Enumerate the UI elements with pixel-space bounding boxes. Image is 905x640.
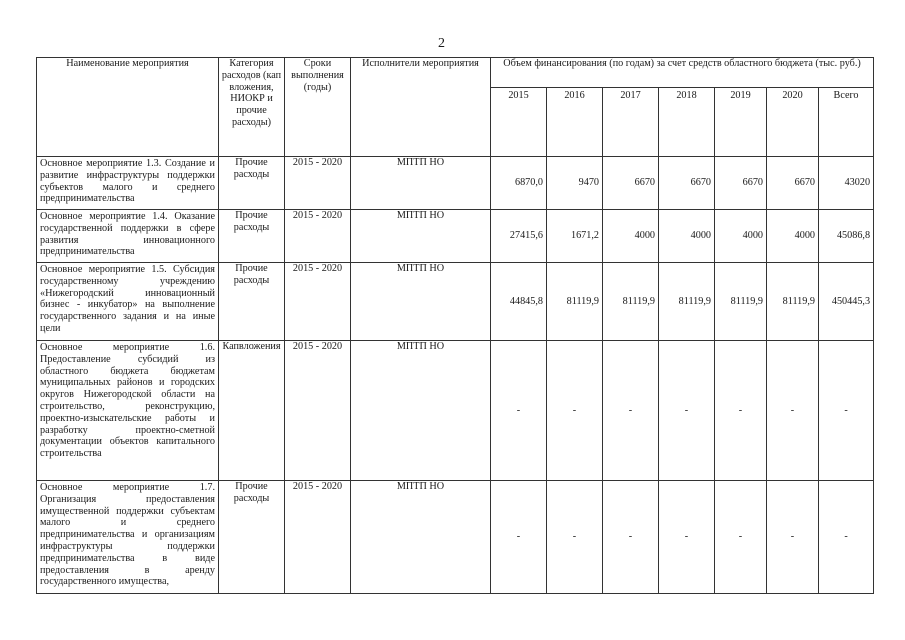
value-total: 45086,8 bbox=[819, 210, 874, 263]
terms: 2015 - 2020 bbox=[285, 481, 351, 594]
executor: МПТП НО bbox=[351, 341, 491, 481]
executor: МПТП НО bbox=[351, 157, 491, 210]
expense-category: Прочие расходы bbox=[219, 263, 285, 341]
value-total: - bbox=[819, 481, 874, 594]
expense-category: Капвложения bbox=[219, 341, 285, 481]
activity-name: Основное мероприятие 1.5. Субсидия государственному учреждению «Нижегородский инновационный бизнес - инкубатор» на выполнение государственного задания и на иные цели bbox=[37, 263, 219, 341]
table-row bbox=[37, 157, 874, 210]
header-year: 2017 bbox=[603, 88, 659, 157]
header-row bbox=[37, 58, 874, 88]
header-executors: Исполнители мероприятия bbox=[351, 58, 491, 157]
header-year: 2018 bbox=[659, 88, 715, 157]
value-2019: 81119,9 bbox=[715, 263, 767, 341]
executor: МПТП НО bbox=[351, 210, 491, 263]
value-2016: - bbox=[547, 341, 603, 481]
expense-category: Прочие расходы bbox=[219, 157, 285, 210]
activity-name: Основное мероприятие 1.4. Оказание государственной поддержки в сфере развития инновационного предпринимательства bbox=[37, 210, 219, 263]
value-2018: 4000 bbox=[659, 210, 715, 263]
table-row bbox=[37, 481, 874, 594]
executor: МПТП НО bbox=[351, 481, 491, 594]
header-year: 2015 bbox=[491, 88, 547, 157]
value-2018: 81119,9 bbox=[659, 263, 715, 341]
value-2016: 1671,2 bbox=[547, 210, 603, 263]
terms: 2015 - 2020 bbox=[285, 157, 351, 210]
value-2020: 4000 bbox=[767, 210, 819, 263]
value-2015: 6870,0 bbox=[491, 157, 547, 210]
value-2019: 6670 bbox=[715, 157, 767, 210]
terms: 2015 - 2020 bbox=[285, 341, 351, 481]
value-2016: 9470 bbox=[547, 157, 603, 210]
value-2015: - bbox=[491, 341, 547, 481]
header-year: 2019 bbox=[715, 88, 767, 157]
value-2017: 81119,9 bbox=[603, 263, 659, 341]
header-funding: Объем финансирования (по годам) за счет средств областного бюджета (тыс. руб.) bbox=[491, 58, 874, 88]
value-2018: - bbox=[659, 481, 715, 594]
header-name: Наименование мероприятия bbox=[37, 58, 219, 157]
value-2019: - bbox=[715, 481, 767, 594]
header-category: Категория расходов (кап вложения, НИОКР и прочие расходы) bbox=[219, 58, 285, 157]
value-2017: 4000 bbox=[603, 210, 659, 263]
value-2020: - bbox=[767, 341, 819, 481]
value-2016: - bbox=[547, 481, 603, 594]
value-2015: 44845,8 bbox=[491, 263, 547, 341]
value-total: 450445,3 bbox=[819, 263, 874, 341]
value-2019: - bbox=[715, 341, 767, 481]
value-2016: 81119,9 bbox=[547, 263, 603, 341]
funding-table bbox=[36, 57, 874, 594]
table-row bbox=[37, 210, 874, 263]
activity-name: Основное мероприятие 1.3. Создание и развитие инфраструктуры поддержки субъектов малого и среднего предпринимательства bbox=[37, 157, 219, 210]
value-2017: - bbox=[603, 341, 659, 481]
table-row bbox=[37, 263, 874, 341]
terms: 2015 - 2020 bbox=[285, 210, 351, 263]
value-2018: 6670 bbox=[659, 157, 715, 210]
value-2020: - bbox=[767, 481, 819, 594]
header-year: 2016 bbox=[547, 88, 603, 157]
executor: МПТП НО bbox=[351, 263, 491, 341]
activity-name: Основное мероприятие 1.6. Предоставление субсидий из областного бюджета бюджетам муниципальных районов и городских округов Нижегородской области на строительство, реконструкцию, проектно-изыскательские работы и разработку проектно-сметной документации объектов капитального строительства bbox=[37, 341, 219, 481]
page-number: 2 bbox=[438, 36, 445, 51]
header-total: Всего bbox=[819, 88, 874, 157]
expense-category: Прочие расходы bbox=[219, 210, 285, 263]
header-year: 2020 bbox=[767, 88, 819, 157]
expense-category: Прочие расходы bbox=[219, 481, 285, 594]
value-2015: - bbox=[491, 481, 547, 594]
activity-name: Основное мероприятие 1.7. Организация предоставления имущественной поддержки субъектам малого и среднего предпринимательства и организациям инфраструктуры поддержки предпринимательства в виде предоставления в аренду государственного имущества, bbox=[37, 481, 219, 594]
header-terms: Сроки выполнения (годы) bbox=[285, 58, 351, 157]
terms: 2015 - 2020 bbox=[285, 263, 351, 341]
value-2020: 81119,9 bbox=[767, 263, 819, 341]
value-total: - bbox=[819, 341, 874, 481]
value-2017: - bbox=[603, 481, 659, 594]
value-2017: 6670 bbox=[603, 157, 659, 210]
value-2019: 4000 bbox=[715, 210, 767, 263]
value-2018: - bbox=[659, 341, 715, 481]
table-row bbox=[37, 341, 874, 481]
value-2020: 6670 bbox=[767, 157, 819, 210]
value-2015: 27415,6 bbox=[491, 210, 547, 263]
value-total: 43020 bbox=[819, 157, 874, 210]
